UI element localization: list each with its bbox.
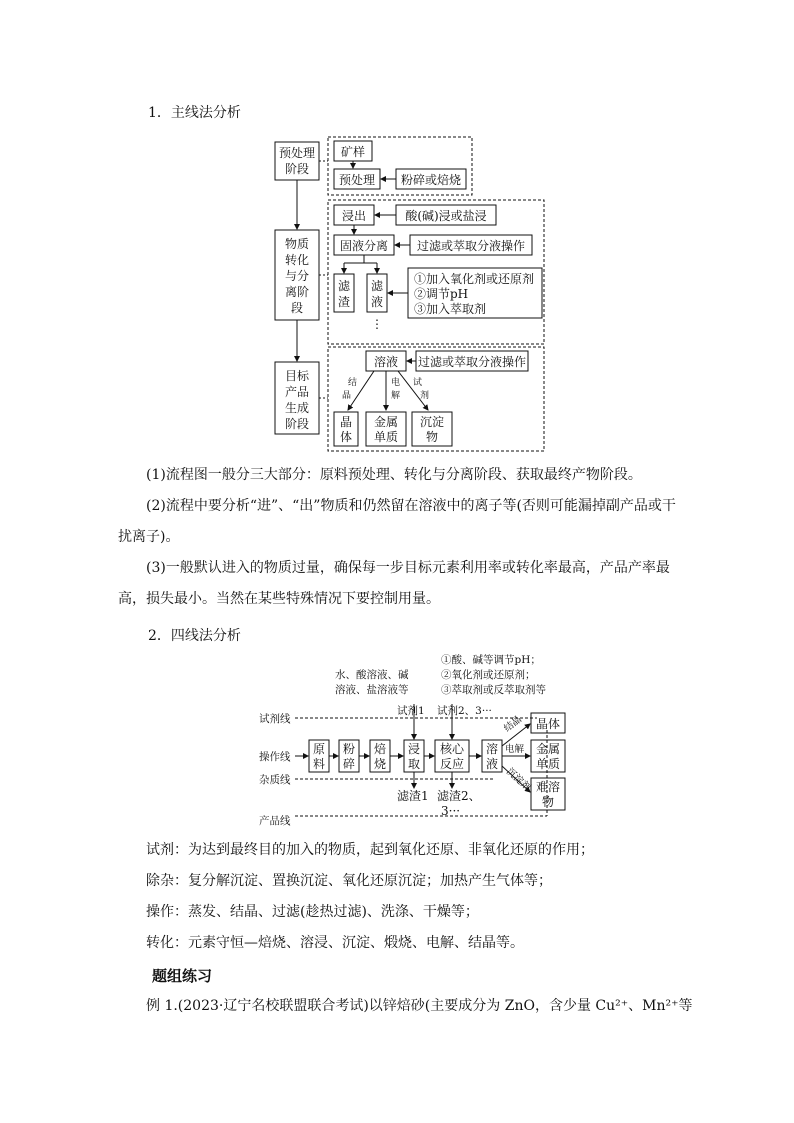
svg-text:料: 料 <box>312 757 326 771</box>
stage-pretreat-line2: 阶段 <box>284 162 310 176</box>
label-solution: 溶液 <box>373 355 399 369</box>
svg-text:金属: 金属 <box>373 415 399 429</box>
definition-conversion: 转化：元素守恒—焙烧、溶浸、沉淀、煅烧、电解、结晶等。 <box>146 935 524 951</box>
svg-text:晶: 晶 <box>342 391 352 401</box>
svg-text:目标: 目标 <box>284 369 310 383</box>
svg-text:沉淀: 沉淀 <box>419 415 445 429</box>
practice-heading: 题组练习 <box>152 967 213 985</box>
label-electrolysis: 电解 <box>505 744 525 755</box>
line-label-impurity: 杂质线 <box>259 774 291 786</box>
paragraph-1: (1)流程图一般分三大部分：原料预处理、转化与分离阶段、获取最终产物阶段。 <box>146 467 642 483</box>
svg-text:液: 液 <box>485 757 499 771</box>
svg-text:体: 体 <box>339 430 353 444</box>
example-1-text: 例 1.(2023·辽宁名校联盟联合考试)以锌焙砂(主要成分为 ZnO，含少量 Cu²⁺、Mn²⁺等 <box>146 998 693 1014</box>
svg-text:剂: 剂 <box>420 391 430 401</box>
svg-text:结: 结 <box>348 378 358 388</box>
svg-text:①酸、碱等调节pH；: ①酸、碱等调节pH； <box>441 654 541 666</box>
svg-text:产品: 产品 <box>284 385 310 399</box>
svg-text:滤: 滤 <box>370 279 384 293</box>
definition-operation: 操作：蒸发、结晶、过滤(趁热过滤)、洗涤、干燥等； <box>146 904 479 920</box>
svg-text:物质: 物质 <box>284 237 310 251</box>
label-grind: 粉碎或焙烧 <box>400 173 462 187</box>
paragraph-2: (2)流程中要分析“进”、“出”物质和仍然留在溶液中的离子等(否则可能漏掉副产品或干扰离子)。 <box>118 498 676 545</box>
svg-text:核心: 核心 <box>439 742 465 756</box>
svg-text:难溶: 难溶 <box>535 780 561 794</box>
label-sep-op: 过滤或萃取分液操作 <box>416 239 526 253</box>
svg-text:②氧化剂或还原剂；: ②氧化剂或还原剂； <box>441 669 536 681</box>
svg-text:物: 物 <box>425 430 439 444</box>
label-separate: 固液分离 <box>339 239 389 253</box>
svg-text:原: 原 <box>312 742 326 756</box>
line-label-product: 产品线 <box>259 815 291 827</box>
label-op-3: ③加入萃取剂 <box>414 302 487 316</box>
svg-text:焙: 焙 <box>373 742 387 756</box>
four-line-flowchart <box>255 648 575 832</box>
line-label-reagent: 试剂线 <box>259 713 291 725</box>
svg-text:离阶: 离阶 <box>284 285 310 299</box>
label-ellipsis: ⋮ <box>371 317 383 331</box>
svg-text:滤: 滤 <box>337 279 351 293</box>
label-op-2: ②调节pH <box>414 287 469 301</box>
reagent-1: 试剂1 <box>397 705 425 717</box>
svg-text:渣: 渣 <box>337 295 351 309</box>
paragraph-3: (3)一般默认进入的物质过量，确保每一步目标元素利用率或转化率最高，产品产率最高，损失最小。当然在某些特殊情况下要控制用量。 <box>118 560 670 607</box>
svg-text:单质: 单质 <box>535 757 561 771</box>
main-line-flowchart <box>270 132 550 454</box>
svg-text:生成: 生成 <box>284 401 310 415</box>
svg-text:烧: 烧 <box>373 757 387 771</box>
label-leach: 浸出 <box>341 209 367 223</box>
svg-text:晶: 晶 <box>339 415 353 429</box>
stage-pretreat-line1: 预处理 <box>278 146 316 160</box>
label-crystallize: 结晶 <box>502 713 524 735</box>
svg-text:单质: 单质 <box>373 430 399 444</box>
label-op-1: ①加入氧化剂或还原剂 <box>414 272 535 286</box>
section-heading-main-line: 1．主线法分析 <box>148 105 241 121</box>
svg-text:3···: 3··· <box>441 804 461 818</box>
svg-text:水、酸溶液、碱: 水、酸溶液、碱 <box>335 669 409 681</box>
label-ore: 矿样 <box>340 145 366 159</box>
svg-text:浸: 浸 <box>407 742 421 756</box>
svg-text:试: 试 <box>413 378 423 388</box>
svg-text:滤渣2、: 滤渣2、 <box>437 789 481 803</box>
svg-text:③萃取剂或反萃取剂等: ③萃取剂或反萃取剂等 <box>441 684 546 696</box>
definition-impurity: 除杂：复分解沉淀、置换沉淀、氧化还原沉淀；加热产生气体等； <box>146 873 552 889</box>
svg-text:解: 解 <box>391 391 401 401</box>
svg-text:与分: 与分 <box>284 269 310 283</box>
svg-text:电: 电 <box>391 378 401 388</box>
svg-text:取: 取 <box>407 757 421 771</box>
svg-text:段: 段 <box>290 301 304 315</box>
reagent-2: 试剂2、3··· <box>437 705 492 717</box>
label-leach-agent: 酸(碱)浸或盐浸 <box>405 209 487 223</box>
svg-text:碎: 碎 <box>342 757 356 771</box>
svg-text:阶段: 阶段 <box>284 417 310 431</box>
output-crystal: 晶体 <box>535 717 561 731</box>
svg-text:物: 物 <box>541 795 555 809</box>
svg-text:液: 液 <box>370 295 384 309</box>
label-sol-op: 过滤或萃取分液操作 <box>417 355 527 369</box>
svg-text:溶: 溶 <box>485 742 499 756</box>
svg-text:反应: 反应 <box>439 757 465 771</box>
svg-text:溶液、盐溶液等: 溶液、盐溶液等 <box>335 684 409 696</box>
label-precipitant: 沉淀剂 <box>503 766 533 794</box>
svg-text:转化: 转化 <box>284 253 310 267</box>
residue-1: 滤渣1 <box>397 789 429 803</box>
svg-text:金属: 金属 <box>535 742 561 756</box>
svg-text:粉: 粉 <box>342 742 356 756</box>
section-heading-four-line: 2．四线法分析 <box>148 628 241 644</box>
line-label-operation: 操作线 <box>259 751 291 763</box>
label-pretreat: 预处理 <box>338 173 376 187</box>
definition-reagent: 试剂：为达到最终目的加入的物质，起到氧化还原、非氧化还原的作用； <box>146 842 594 858</box>
